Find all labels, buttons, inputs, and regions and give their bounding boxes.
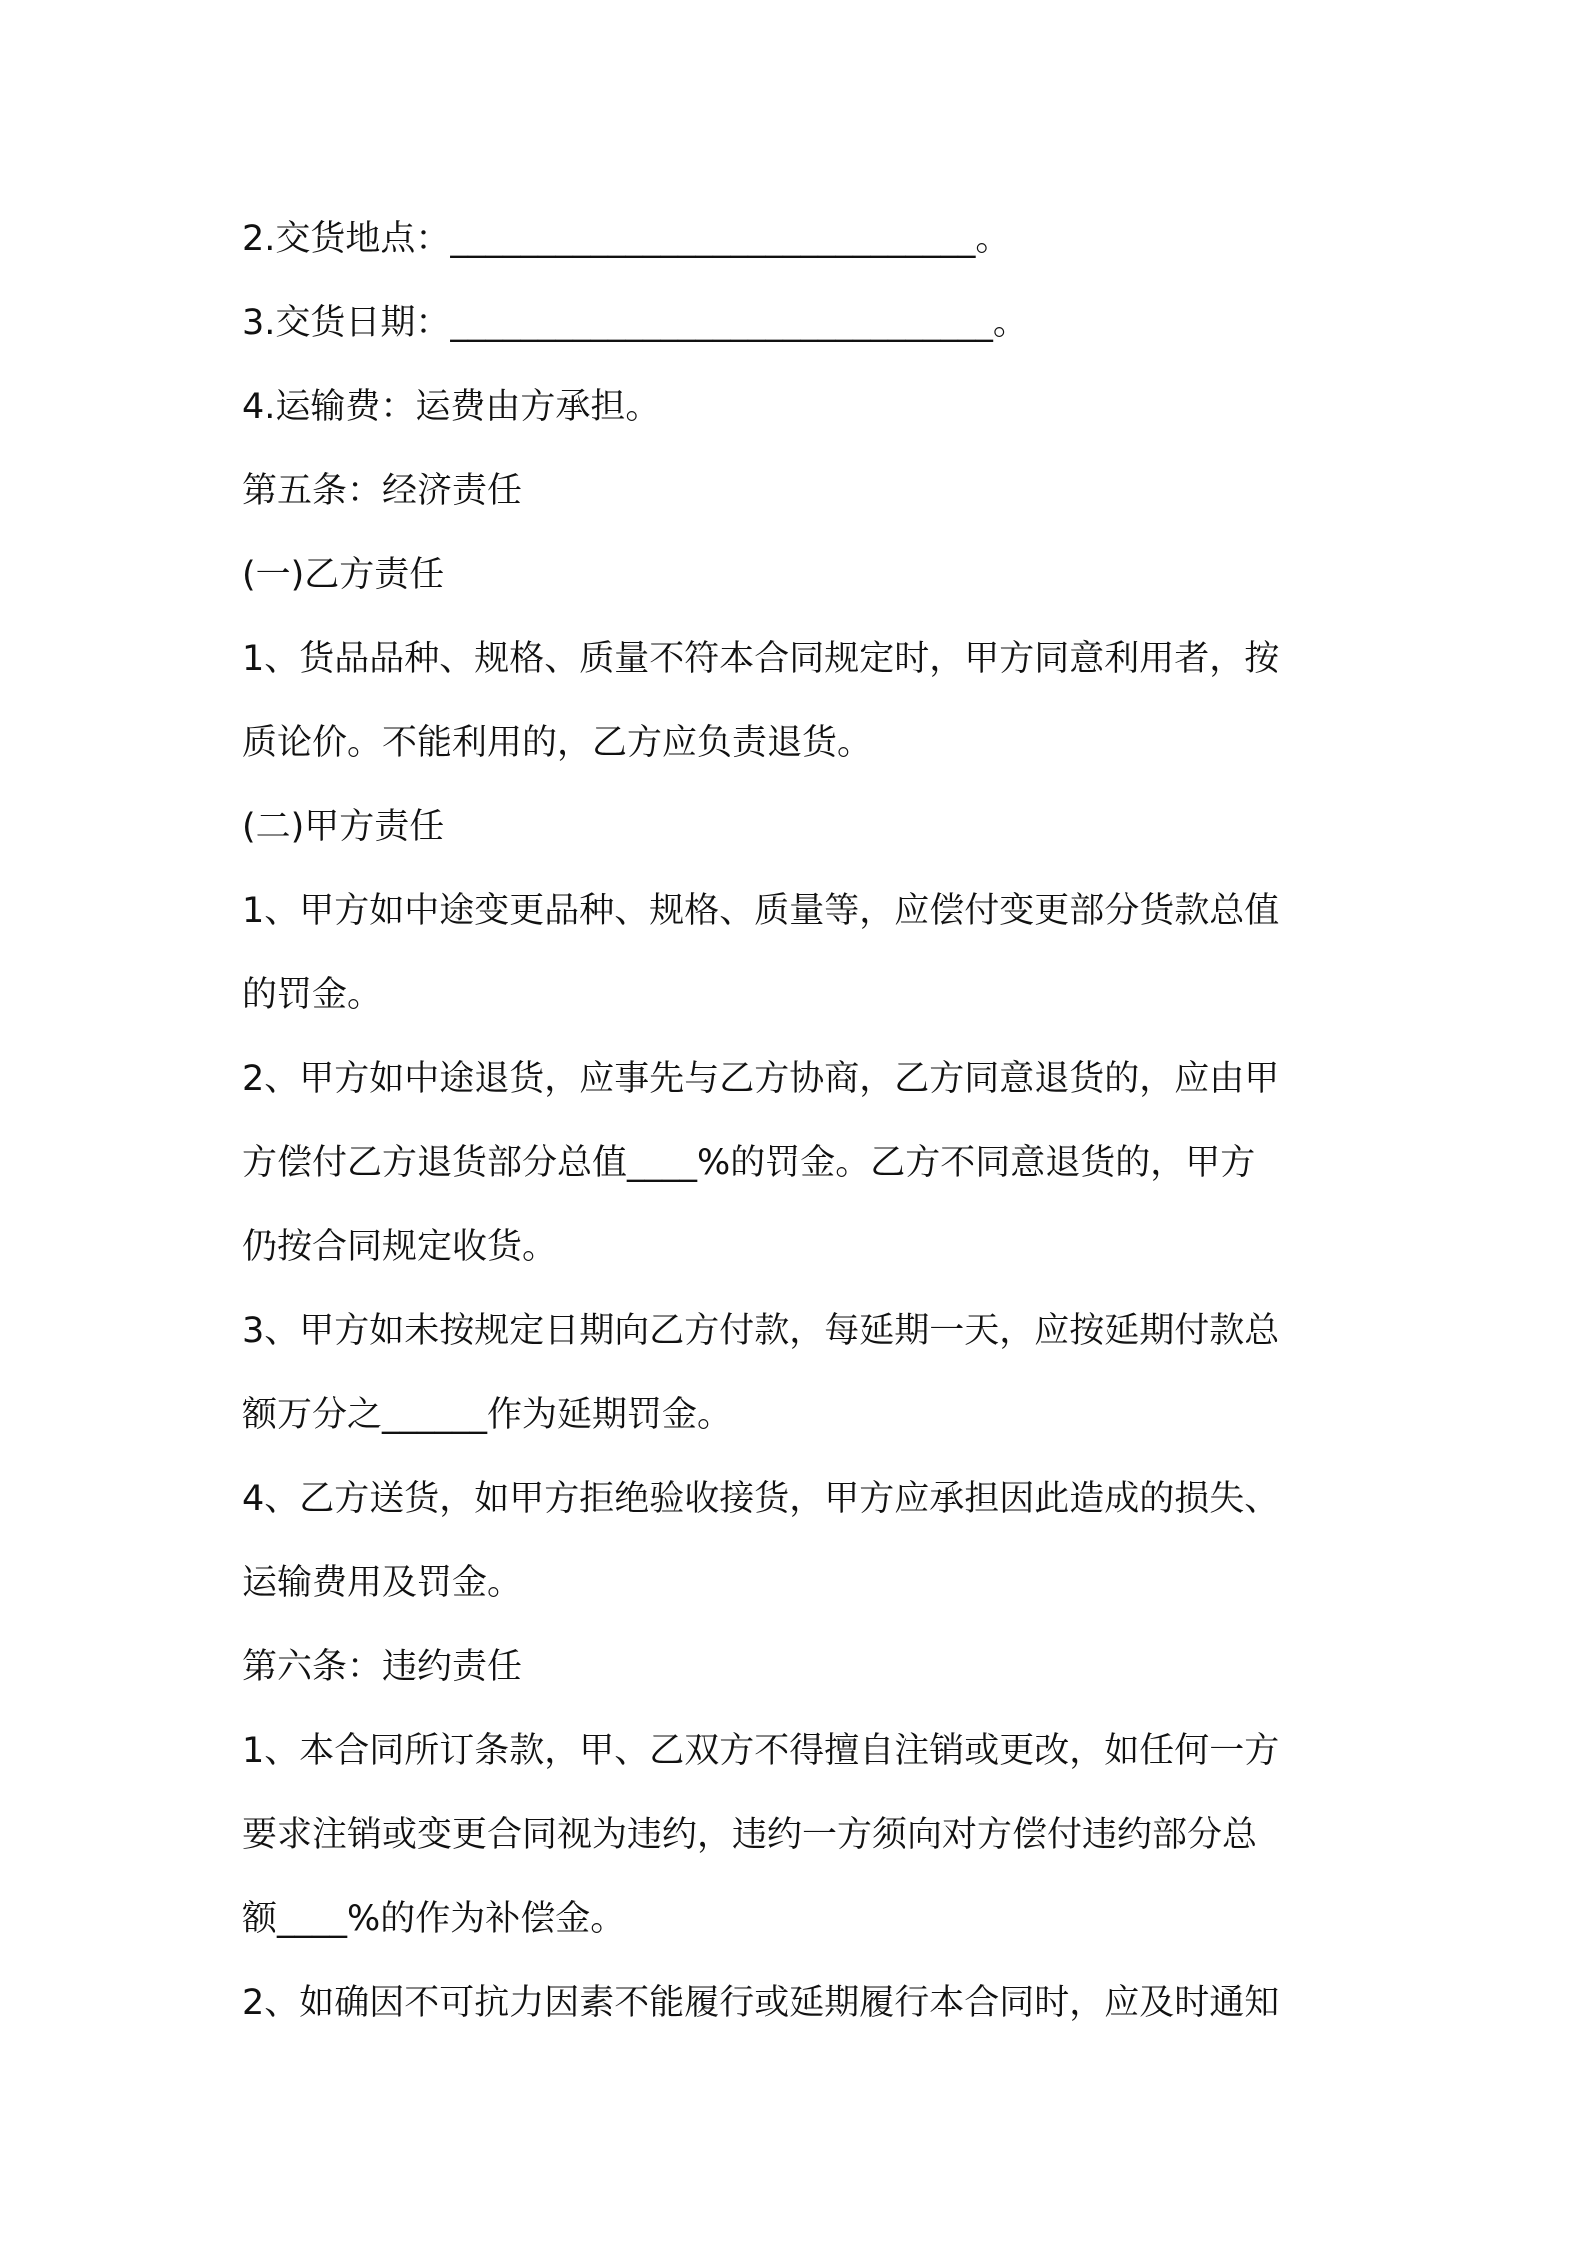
shipping-fee-line: 4.运输费：运费由方承担。 [242, 387, 661, 427]
party-a-clause-2-line-3: 仍按合同规定收货。 [242, 1227, 558, 1267]
party-a-clause-4-line-2: 运输费用及罚金。 [242, 1563, 523, 1603]
party-a-responsibility-heading: (二)甲方责任 [242, 807, 445, 847]
party-a-clause-4-line-1: 4、乙方送货，如甲方拒绝验收接货，甲方应承担因此造成的损失、 [242, 1479, 1280, 1519]
document-body [242, 197, 1362, 2045]
party-a-clause-3-line-1: 3、甲方如未按规定日期向乙方付款，每延期一天，应按延期付款总 [242, 1311, 1280, 1351]
party-a-clause-1-line-2: 的罚金。 [242, 975, 383, 1015]
article-five-heading: 第五条：经济责任 [242, 471, 523, 511]
party-a-clause-2-line-1: 2、甲方如中途退货，应事先与乙方协商，乙方同意退货的，应由甲 [242, 1059, 1280, 1099]
delivery-date-line: 3.交货日期：_______________________________。 [242, 303, 1028, 343]
article-six-heading: 第六条：违约责任 [242, 1647, 523, 1687]
delivery-location-line: 2.交货地点：______________________________。 [242, 219, 1011, 259]
breach-clause-2-line-1: 2、如确因不可抗力因素不能履行或延期履行本合同时，应及时通知 [242, 1983, 1280, 2023]
party-b-responsibility-heading: (一)乙方责任 [242, 555, 445, 595]
party-b-clause-1-line-2: 质论价。不能利用的，乙方应负责退货。 [242, 723, 873, 763]
breach-clause-1-line-1: 1、本合同所订条款，甲、乙双方不得擅自注销或更改，如任何一方 [242, 1731, 1280, 1771]
breach-clause-1-line-3: 额____%的作为补偿金。 [242, 1899, 626, 1939]
party-b-clause-1-line-1: 1、货品品种、规格、质量不符本合同规定时，甲方同意利用者，按 [242, 639, 1280, 679]
party-a-clause-3-line-2: 额万分之______作为延期罚金。 [242, 1395, 733, 1435]
party-a-clause-1-line-1: 1、甲方如中途变更品种、规格、质量等，应偿付变更部分货款总值 [242, 891, 1280, 931]
breach-clause-1-line-2: 要求注销或变更合同视为违约，违约一方须向对方偿付违约部分总 [242, 1815, 1258, 1855]
party-a-clause-2-line-2: 方偿付乙方退货部分总值____%的罚金。乙方不同意退货的，甲方 [242, 1143, 1256, 1183]
